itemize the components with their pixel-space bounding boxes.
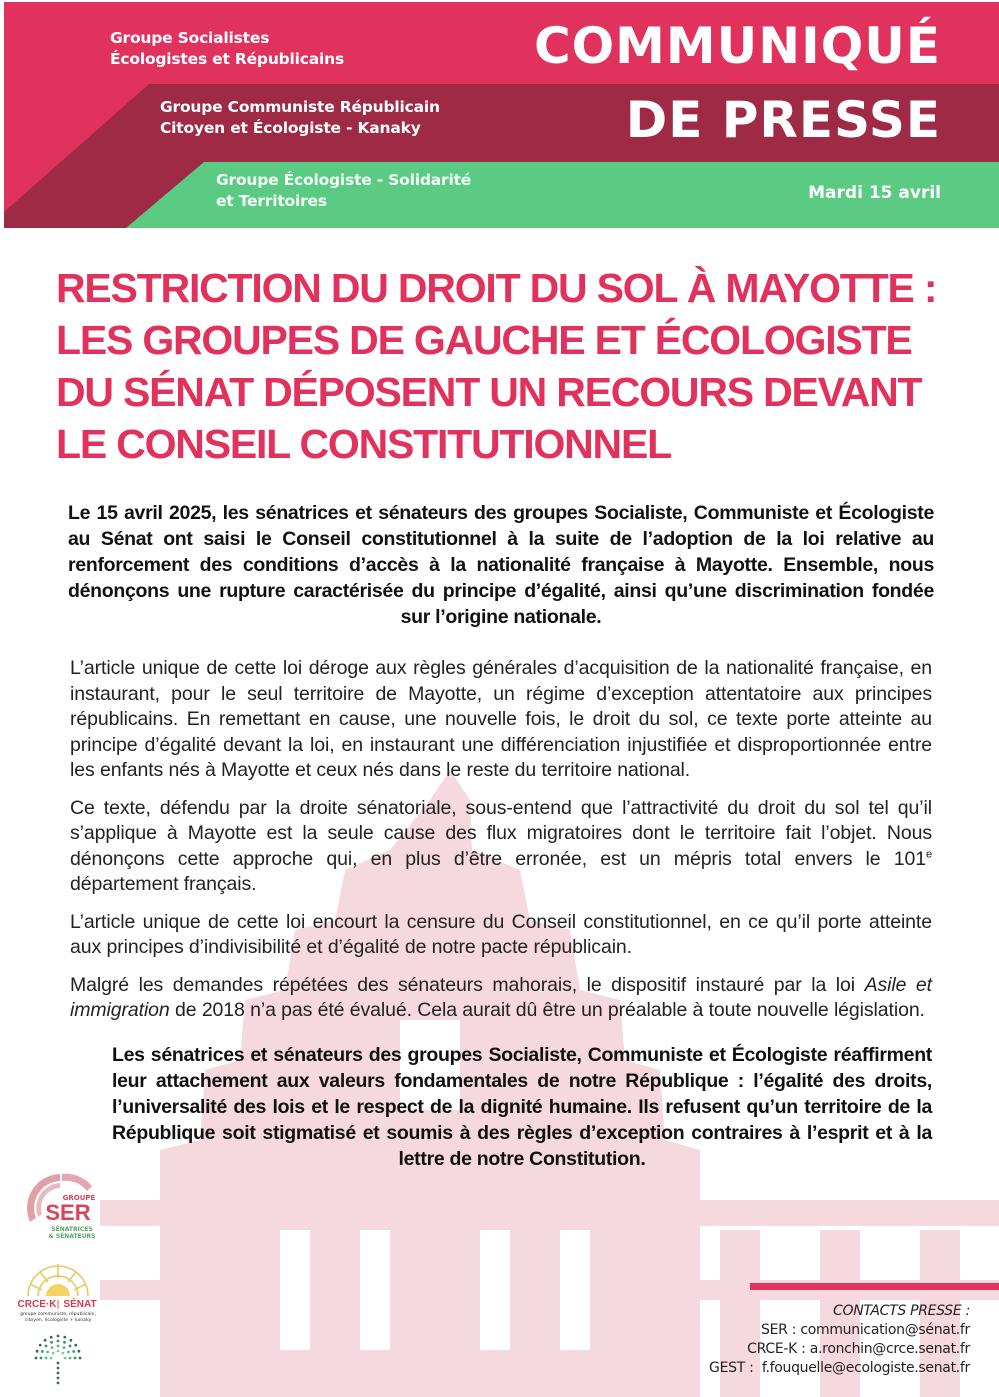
contact-email[interactable]: f.fouquelle@ecologiste.senat.fr <box>761 1360 970 1376</box>
group-name-line: Groupe Communiste Républicain <box>160 98 440 116</box>
lead-paragraph: Le 15 avril 2025, les sénatrices et sénateurs des groupes Socialiste, Communiste et Écologiste au Sénat ont saisi le Conseil constitutionnel à la suite de l’adoption de la loi relative au renforcement des conditions d’accès à la nationalité française à Mayotte. Ensemble, nous dénonçons une rupture caractérisée du principe d’égalité, ainsi qu’une discrimination fondée sur l’origine nationale. <box>68 502 934 628</box>
crce-logo-main-right: SÉNAT <box>63 1299 97 1310</box>
ser-logo-sub1: SÉNATRICES <box>51 1226 93 1233</box>
tree-dots-icon <box>35 1335 82 1385</box>
logo-dot <box>72 1350 75 1353</box>
body-paragraph-4 <box>70 973 932 1024</box>
law-name-italic: Asile et immigration <box>70 973 932 1021</box>
logo-dot <box>57 1340 60 1343</box>
group-name-line: et Territoires <box>216 192 327 210</box>
crce-logo-main-left: CRCE·K <box>17 1299 57 1310</box>
press-release-header <box>4 2 999 228</box>
document-type-title-line2: DE PRESSE <box>625 91 941 149</box>
logo-dot <box>40 1357 43 1360</box>
headline-line: DU SÉNAT DÉPOSENT UN RECOURS DEVANT <box>56 369 922 415</box>
contact-row-crce <box>709 1340 970 1359</box>
logo-dot <box>63 1341 66 1344</box>
closing-paragraph: Les sénatrices et sénateurs des groupes Socialiste, Communiste et Écologiste réaffirment leur attachement aux valeurs fondamentales de notre République : l’égalité des droits, l’universalité des lois et le respect de la dignité humaine. Ils refusent qu’un territoire de la République soit stigmatisé et soumis à des règles d’exception contraires à l’esprit et à la lettre de notre Constitution. <box>112 1043 932 1170</box>
logo-dot <box>36 1350 39 1353</box>
headline-line: LE CONSEIL CONSTITUTIONNEL <box>56 421 671 467</box>
logo-dot <box>39 1344 42 1347</box>
logo-dot <box>78 1350 81 1353</box>
logo-dot <box>45 1357 48 1360</box>
ordinal-superscript: e <box>925 848 932 860</box>
contact-label: CRCE-K : <box>747 1341 806 1357</box>
body-text: Malgré les demandes répétées des sénateurs mahorais, le dispositif instauré par la loi <box>70 973 865 996</box>
body-paragraph-3: L’article unique de cette loi encourt la censure du Conseil constitutionnel, en ce qu’il porte atteinte aux principes d’indivisibilité et d’égalité de notre pacte républicain. <box>70 910 932 958</box>
logo-dot <box>50 1341 53 1344</box>
logo-dot <box>46 1351 49 1354</box>
body-text: Ce texte, défendu par la droite sénatoriale, sous-entend que l’attractivité du droit du sol tel qu’il s’applique à Mayotte est la seule cause des flux migratoires dont le territoire fait l’objet. Nous dénonçons cette approche qui, en plus d’être erronée, est un mépris total envers le 101 <box>70 796 932 870</box>
logo-dot <box>67 1351 70 1354</box>
headline <box>56 262 936 470</box>
group-name-line: Écologistes et Républicains <box>110 50 345 68</box>
logo-dot <box>69 1357 72 1360</box>
group-name-line: Groupe Écologiste - Solidarité <box>216 171 472 189</box>
logo-dot <box>50 1357 53 1360</box>
logo-dot <box>63 1336 66 1339</box>
logo-trunk-dot <box>57 1382 60 1385</box>
press-contacts <box>709 1302 970 1378</box>
group-name-line: Citoyen et Écologiste - Kanaky <box>160 119 421 137</box>
logo-dot <box>45 1345 48 1348</box>
contacts-title: CONTACTS PRESSE : <box>833 1303 970 1319</box>
logo-dot <box>44 1339 47 1342</box>
logo-trunk-dot <box>57 1377 60 1380</box>
document-type-title-line1: COMMUNIQUÉ <box>533 17 941 75</box>
main-content <box>56 262 936 1172</box>
group-name-gest <box>216 170 471 212</box>
logo-dot <box>70 1339 73 1342</box>
crce-logo-separator: | <box>56 1299 60 1310</box>
logo-dot <box>63 1346 66 1349</box>
headline-line: LES GROUPES DE GAUCHE ET ÉCOLOGISTE <box>56 317 912 363</box>
group-name-ser <box>110 28 344 70</box>
logo-dot <box>69 1345 72 1348</box>
logo-dot <box>51 1346 54 1349</box>
logo-dot <box>50 1336 53 1339</box>
contact-label: SER : <box>761 1322 797 1338</box>
logo-dot <box>52 1352 55 1355</box>
logo-dot <box>62 1352 65 1355</box>
body-paragraph-1: L’article unique de cette loi déroge aux règles générales d’acquisition de la nationalité française, en instaurant, pour le seul territoire de Mayotte, un régime d’exception attentatoire aux principes républicains. En remettant en cause, une nouvelle fois, le droit du sol, ce texte porte atteinte au principe d’égalité devant la loi, en instaurant une différenciation injustifiée et disproportionnée entre les enfants nés à Mayotte et ceux nés dans le reste du territoire national. <box>70 657 932 781</box>
release-date: Mardi 15 avril <box>808 183 941 203</box>
contact-email[interactable]: a.ronchin@crce.senat.fr <box>809 1341 970 1357</box>
logo-dot <box>74 1357 77 1360</box>
logo-dot <box>35 1357 38 1360</box>
logo-dot <box>64 1357 67 1360</box>
group-name-crce <box>160 97 440 139</box>
ser-logo-main: SER <box>45 1200 91 1225</box>
crce-logo-sub2: citoyen, écologiste + kanaky <box>24 1318 92 1323</box>
crce-logo-sub1: groupe communiste, républicain, <box>20 1312 96 1317</box>
ser-logo-top: GROUPE <box>62 1194 96 1202</box>
logo-dot <box>57 1350 60 1353</box>
contacts-divider <box>750 1283 999 1290</box>
headline-line: RESTRICTION DU DROIT DU SOL À MAYOTTE : <box>56 265 937 311</box>
contact-row-ser <box>709 1321 970 1340</box>
logo-dot <box>74 1344 77 1347</box>
logo-dot <box>79 1357 82 1360</box>
body-text: de 2018 n’a pas été évalué. Cela aurait dû être un préalable à toute nouvelle législation. <box>169 999 925 1021</box>
contact-label: GEST : <box>709 1360 754 1376</box>
body-text: département français. <box>70 873 257 895</box>
logo-trunk-dot <box>57 1362 60 1365</box>
body-paragraph-2 <box>70 796 932 898</box>
contact-email[interactable]: communication@sénat.fr <box>800 1322 970 1338</box>
logo-dot <box>57 1345 60 1348</box>
logo-trunk-dot <box>57 1372 60 1375</box>
ser-group-logo <box>22 1170 98 1242</box>
contact-row-gest <box>709 1359 970 1378</box>
logo-dot <box>41 1350 44 1353</box>
crce-k-group-logo <box>10 1262 105 1324</box>
logo-dot <box>57 1335 60 1338</box>
gest-group-logo <box>28 1330 88 1390</box>
logo-trunk-dot <box>57 1367 60 1370</box>
group-name-line: Groupe Socialistes <box>110 29 270 47</box>
ser-logo-sub2: & SÉNATEURS <box>48 1233 96 1240</box>
